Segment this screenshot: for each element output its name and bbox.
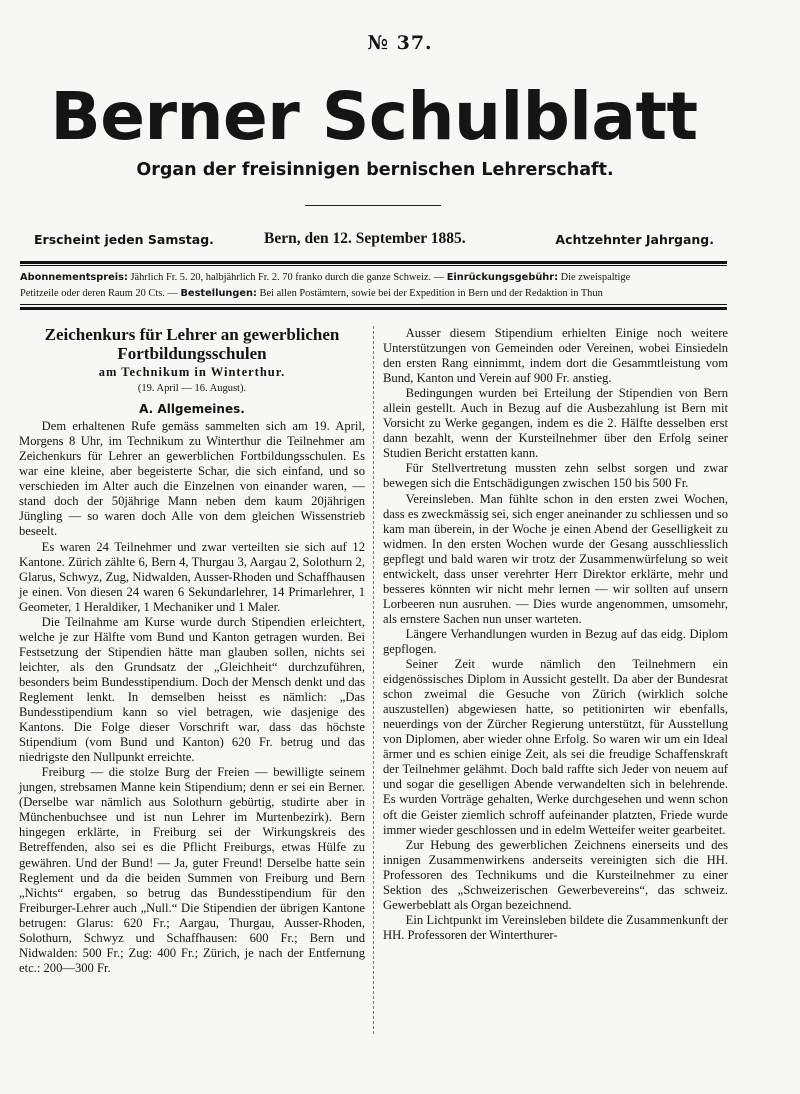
paragraph: Seiner Zeit wurde nämlich den Teilnehmern ein eidgenössisches Diplom in Aussicht gestellt. Da aber der Bundesrat schon zweimal die Gesuche von Zürich (wirklich solche auszustellen) abgewiesen hatte, so petitionirten wir ebenfalls, neuerdings von der Zürcher Regierung unterstützt, für Ausstellung von Diplomen, aber wieder ohne Erfolg. So waren wir um ein Ideal ärmer und es schien einige Zeit, als sei die freudige Schaffenskraft der Teilnehmer gelähmt. Doch bald raffte sich Jeder von neuem auf und sogar die geselligen Abende verwandelten sich in belehrende. Es wurden Vorträge gehalten, Werke durchgesehen und wenn schon oft die Geister ziemlich schroff aufeinander platzten, Friede wurde immer wieder geschlossen und in edelm Wetteifer weiter gearbeitet. [383, 657, 728, 837]
subscription-line-2 [20, 286, 727, 302]
divider [20, 265, 727, 266]
column-right [383, 326, 728, 943]
paragraph: Dem erhaltenen Rufe gemäss sammelten sich am 19. April, Morgens 8 Uhr, im Technikum zu Winterthur die Teilnehmer am Zeichenkurs für Lehrer an gewerblichen Fortbildungsschulen. Es war eine kleine, aber begeisterte Schar, die sich einfand, und so verschieden im Alter auch die Einzelnen von einander waren, — stand doch der 50jährige Mann neben dem kaum 20jährigen Jüngling — so waren doch Alle von dem gleichen Wissenstrieb beseelt. [19, 419, 365, 539]
left-column-body [19, 419, 365, 976]
issue-number: № 37. [367, 32, 433, 54]
masthead-subtitle: Organ der freisinnigen bernischen Lehrerschaft. [136, 160, 614, 180]
right-column-body [383, 326, 728, 943]
divider [20, 304, 727, 305]
paragraph: Ausser diesem Stipendium erhielten Einige noch weitere Unterstützungen von Gemeinden oder Vereinen, wobei Einsiedeln den ersten Rang einnimmt, indem dort die Gesammtleistung vom Bund, Kanton und Verein auf 900 Fr. anstieg. [383, 326, 728, 386]
subscription-label: Bestellungen: [180, 288, 257, 299]
subscription-text: Petitzeile oder deren Raum 20 Cts. — [20, 288, 181, 299]
subscription-text: Bei allen Postämtern, sowie bei der Expedition in Bern und der Redaktion in Thun [256, 288, 603, 299]
subscription-label: Einrückungsgebühr: [446, 272, 559, 283]
paragraph: Es waren 24 Teilnehmer und zwar verteilten sie sich auf 12 Kantone. Zürich zählte 6, Bern 4, Thurgau 3, Aargau 2, Solothurn 2, Glarus, Schwyz, Zug, Nidwalden, Ausser-Rhoden und Schaffhausen je einen. Von diesen 24 waren 6 Sekundarlehrer, 14 Primarlehrer, 1 Geometer, 1 Heraldiker, 1 Mechaniker und 1 Maler. [19, 539, 365, 614]
divider [20, 261, 727, 264]
divider [20, 307, 727, 310]
publication-date: Bern, den 12. September 1885. [264, 230, 466, 247]
divider [305, 205, 441, 206]
subscription-info [20, 270, 727, 302]
subscription-line-1 [20, 270, 727, 286]
column-divider [373, 326, 374, 1034]
subscription-text: Jährlich Fr. 5. 20, halbjährlich Fr. 2. 70 franko durch die ganze Schweiz. — [127, 272, 447, 283]
paragraph: Bedingungen wurden bei Erteilung der Stipendien von Bern allein gestellt. Auch in Bezug auf die Ausbezahlung ist Bern mit Vorsicht zu Werke gegangen, indem es die 2. Hälfte desselben erst dann bezahlt, wenn der Kursteilnehmer über den Erfolg seiner Studien Bericht erstatten kann. [383, 386, 728, 461]
paragraph: Ein Lichtpunkt im Vereinsleben bildete die Zusammenkunft der HH. Professoren der Winterthurer- [383, 912, 728, 942]
volume-year: Achtzehnter Jahrgang. [555, 232, 714, 247]
article-subtitle: am Technikum in Winterthur. [98, 365, 286, 379]
paragraph: Freiburg — die stolze Burg der Freien — bewilligte seinem jungen, strebsamen Manne kein Stipendium; denn er sei ein Berner. (Derselbe war nämlich aus Solothurn gebürtig, studirte aber in Münchenbuchsee und ist nun Lehrer im Murtenbezirk). Bern hingegen erklärte, in Freiburg sei der Wirkungskreis des Betreffenden, also sei es die Pflicht Freiburgs, etwas Hülfe zu gewähren. Und der Bund! — Ja, guter Freund! Derselbe hatte sein Reglement und da die beiden Summen von Freiburg und Bern „Nichts“ ergaben, so betrug das Bundesstipendium für den Freiburger-Lehrer auch „Null.“ Die Stipendien der übrigen Kantone betrugen: Glarus: 620 Fr.; Aargau, Thurgau, Ausser-Rhoden, Solothurn, Schwyz und Schaffhausen: 600 Fr.; Bern und Nidwalden: 500 Fr.; Zug: 400 Fr.; Zürich, je nach der Entfernung etc.: 200—300 Fr. [19, 765, 365, 975]
publication-info [34, 230, 714, 248]
subscription-label: Abonnementspreis: [20, 272, 128, 283]
article-dates: (19. April — 16. August). [137, 383, 247, 395]
paragraph: Die Teilnahme am Kurse wurde durch Stipendien erleichtert, welche je zur Hälfte vom Bund und Kanton getragen wurden. Bei Festsetzung der Stipendien hätte man glauben sollen, nichts sei leichter, als den Grundsatz der „Gleichheit“ durchzuführen, besonders beim Bundesstipendium. Doch der Mensch denkt und das Reglement lenkt. In demselben heisst es nämlich: „Das Bundesstipendium kann so viel betragen, wie dasjenige des Kantons. Die Folge dieser Vorschrift war, dass das höchste Stipendium (vom Bund und Kanton) 620 Fr. betrug und das niedrigste den Nullpunkt erreichte. [19, 614, 365, 765]
article-title: Zeichenkurs für Lehrer an gewerblichen Fortbildungsschulen [44, 325, 340, 363]
paragraph: Zur Hebung des gewerblichen Zeichnens einerseits und des innigen Zusammenwirkens anderseits vereinigten sich die HH. Professoren des Technikums und die Kursteilnehmer zu einer Sektion des „Schweizerischen Gewerbevereins“, das schweiz. Gewerbeblatt als Organ bezeichnend. [383, 837, 728, 912]
paragraph: Vereinsleben. Man fühlte schon in den ersten zwei Wochen, dass es zweckmässig sei, sich enger aneinander zu schliessen und so kam man überein, in der Woche je einen Abend der Geselligkeit zu widmen. In den ersten Wochen wurde der Gesang ausschliesslich gepflegt und bald waren wir trotz der Zusammenwürfelung so weit entwickelt, dass unser verehrter Herr Direktor erklärte, mehr und besseres könnten wir nicht mehr lernen — wir sollten auf unsern Lorbeeren nun ausruhen. — Dies wurde angenommen, umsomehr, als ernstere Sachen nun unser warteten. [383, 491, 728, 626]
section-heading: A. Allgemeines. [139, 402, 245, 417]
paragraph: Längere Verhandlungen wurden in Bezug auf das eidg. Diplom gepflogen. [383, 626, 728, 656]
publication-frequency: Erscheint jeden Samstag. [34, 232, 214, 247]
column-left [19, 326, 365, 976]
subscription-text: Die zweispaltige [558, 272, 631, 283]
masthead-title: Berner Schulblatt [50, 78, 698, 155]
paragraph: Für Stellvertretung mussten zehn selbst sorgen und zwar bewegen sich die Entschädigungen zwischen 150 bis 500 Fr. [383, 461, 728, 491]
